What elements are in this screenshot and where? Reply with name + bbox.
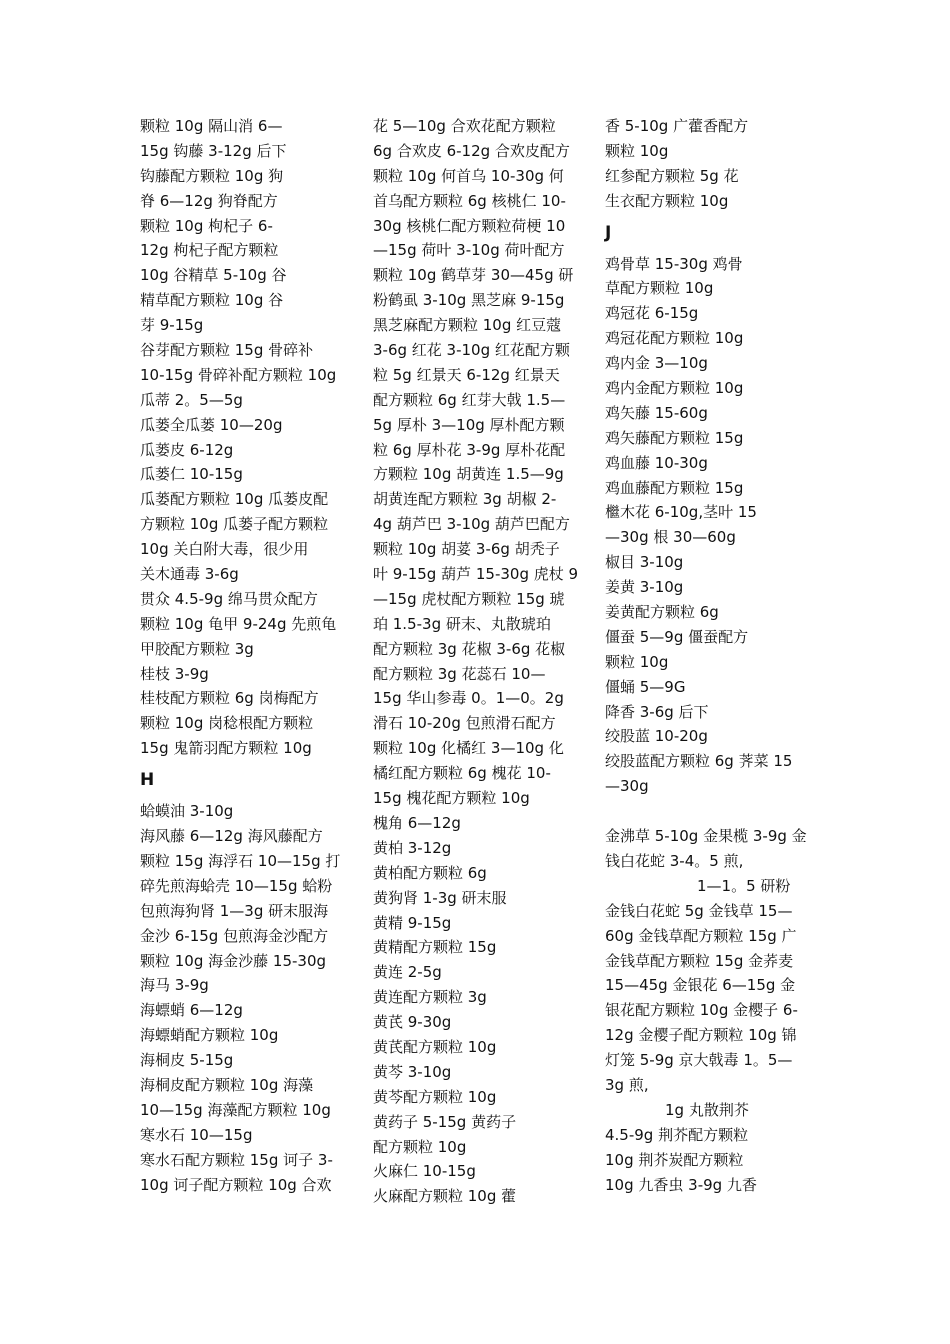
text-line: 鸡矢藤 15-60g: [605, 403, 708, 422]
text-line: 胡黄连配方颗粒 3g 胡椒 2-: [373, 490, 557, 509]
blank-line: [605, 799, 820, 824]
text-line: 金沙 6-15g 包煎海金沙配方: [140, 926, 329, 945]
text-line: 1—1。5 研粉: [697, 876, 791, 895]
text-line: 桂枝配方颗粒 6g 岗梅配方: [140, 689, 319, 708]
text-line: 鸡血藤 10-30g: [605, 453, 708, 472]
text-line: 12g 枸杞子配方颗粒: [140, 241, 279, 260]
text-line: 颗粒 10g 化橘红 3—10g 化: [373, 739, 564, 758]
text-line: 10g 九香虫 3-9g 九香: [605, 1175, 757, 1194]
text-line: 配方颗粒 10g: [373, 1137, 467, 1156]
text-line: 银花配方颗粒 10g 金樱子 6-: [605, 1001, 798, 1020]
text-line: 10g 荆芥炭配方颗粒: [605, 1150, 744, 1169]
text-line: 方颗粒 10g 瓜蒌子配方颗粒: [140, 515, 329, 534]
text-line: 珀 1.5-3g 研末、丸散琥珀: [373, 614, 551, 633]
text-line: 12g 金樱子配方颗粒 10g 锦: [605, 1026, 797, 1045]
text-line: 包煎海狗肾 1—3g 研末服海: [140, 901, 329, 920]
column-2: [373, 114, 583, 1209]
text-line: 黄精 9-15g: [373, 913, 452, 932]
text-line: 僵蚕 5—9g 僵蚕配方: [605, 627, 749, 646]
text-line: 5g 厚朴 3—10g 厚朴配方颗: [373, 415, 565, 434]
text-line: 槐角 6—12g: [373, 813, 461, 832]
text-line: 颗粒 10g 何首乌 10-30g 何: [373, 166, 564, 185]
text-line: 红参配方颗粒 5g 花: [605, 166, 739, 185]
text-line: 钱白花蛇 3-4。5 煎,: [605, 851, 744, 870]
text-line: —30g: [605, 777, 649, 796]
text-line: 颗粒 10g: [605, 652, 669, 671]
text-line: 黄狗肾 1-3g 研末服: [373, 888, 507, 907]
text-line: 10g 关白附大毒，很少用: [140, 540, 309, 559]
text-line: 海桐皮 5-15g: [140, 1051, 234, 1070]
text-line: 桂枝 3-9g: [140, 664, 209, 683]
text-line: 粒 5g 红景天 6-12g 红景天: [373, 365, 560, 384]
text-line: 海马 3-9g: [140, 976, 209, 995]
text-line: 降香 3-6g 后下: [605, 702, 709, 721]
text-line: 3-6g 红花 3-10g 红花配方颗: [373, 341, 570, 360]
text-line: 檵木花 6-10g,茎叶 15: [605, 503, 757, 522]
text-line: 15g 华山参毒 0。1—0。2g: [373, 689, 564, 708]
text-line: 15g 鬼箭羽配方颗粒 10g: [140, 739, 312, 758]
text-line: 姜黄配方颗粒 6g: [605, 603, 719, 622]
text-line: 颗粒 10g 海金沙藤 15-30g: [140, 951, 327, 970]
text-line: 颗粒 10g 岗稔根配方颗粒: [140, 714, 314, 733]
text-line: 10—15g 海藻配方颗粒 10g: [140, 1100, 331, 1119]
text-line: 贯众 4.5-9g 绵马贯众配方: [140, 589, 318, 608]
text-line: 10-15g 骨碎补配方颗粒 10g: [140, 365, 337, 384]
text-line: 配方颗粒 6g 红芽大戟 1.5—: [373, 390, 566, 409]
text-line: 鸡内金 3—10g: [605, 354, 708, 373]
text-line: 6g 合欢皮 6-12g 合欢皮配方: [373, 141, 570, 160]
text-line: 4.5-9g 荆芥配方颗粒: [605, 1125, 749, 1144]
text-line: 颗粒 10g 隔山消 6—: [140, 117, 283, 135]
text-line: 金沸草 5-10g 金果榄 3-9g 金: [605, 827, 807, 846]
text-line: 火麻配方颗粒 10g 藿: [373, 1187, 517, 1206]
text-line: 瓜蒌仁 10-15g: [140, 465, 243, 484]
text-line: 30g 核桃仁配方颗粒荷梗 10: [373, 216, 566, 235]
section-letter-heading: J: [605, 222, 612, 243]
text-line: 滑石 10-20g 包煎滑石配方: [373, 714, 556, 733]
text-line: 3g 煎,: [605, 1075, 649, 1094]
text-line: 姜黄 3-10g: [605, 578, 684, 597]
text-line: 海桐皮配方颗粒 10g 海藻: [140, 1075, 314, 1094]
text-line: 海风藤 6—12g 海风藤配方: [140, 827, 323, 846]
text-line: 脊 6—12g 狗脊配方: [140, 191, 278, 210]
text-line: 绞股蓝 10-20g: [605, 727, 708, 746]
text-line: 粉鹤虱 3-10g 黑芝麻 9-15g: [373, 291, 565, 310]
text-line: 精草配方颗粒 10g 谷: [140, 291, 284, 310]
text-line: 颗粒 10g 胡荽 3-6g 胡秃子: [373, 540, 560, 559]
text-line: 草配方颗粒 10g: [605, 279, 714, 298]
text-line: 鸡矢藤配方颗粒 15g: [605, 428, 744, 447]
text-line: 瓜蒌配方颗粒 10g 瓜蒌皮配: [140, 490, 329, 509]
text-line: 瓜蒌皮 6-12g: [140, 440, 234, 459]
text-line: 黄柏配方颗粒 6g: [373, 863, 487, 882]
text-line: 鸡内金配方颗粒 10g: [605, 379, 744, 398]
text-line: 黄芪配方颗粒 10g: [373, 1037, 497, 1056]
text-line: 鸡冠花 6-15g: [605, 304, 699, 323]
text-line: 谷芽配方颗粒 15g 骨碎补: [140, 341, 314, 360]
text-line: 黄柏 3-12g: [373, 838, 452, 857]
text-line: 寒水石配方颗粒 15g 诃子 3-: [140, 1150, 333, 1169]
text-line: 黄连 2-5g: [373, 963, 442, 982]
text-line: 配方颗粒 3g 花蕊石 10—: [373, 664, 546, 683]
text-line: 方颗粒 10g 胡黄连 1.5—9g: [373, 465, 564, 484]
text-line: 海螵蛸 6—12g: [140, 1001, 243, 1020]
text-line: 黄精配方颗粒 15g: [373, 938, 497, 957]
text-line: 10g 谷精草 5-10g 谷: [140, 266, 287, 285]
text-line: 鸡骨草 15-30g 鸡骨: [605, 254, 743, 273]
text-line: 鸡冠花配方颗粒 10g: [605, 329, 744, 348]
text-line: 椒目 3-10g: [605, 553, 684, 572]
text-line: 碎先煎海蛤壳 10—15g 蛤粉: [140, 876, 333, 895]
text-line: —15g 荷叶 3-10g 荷叶配方: [373, 241, 565, 260]
text-line: 蛤蟆油 3-10g: [140, 802, 234, 821]
column-3: [605, 114, 820, 1197]
text-line: 钩藤配方颗粒 10g 狗: [140, 166, 284, 185]
text-line: 首乌配方颗粒 6g 核桃仁 10-: [373, 191, 566, 210]
text-line: 黄芩配方颗粒 10g: [373, 1087, 497, 1106]
text-line: 叶 9-15g 葫芦 15-30g 虎杖 9: [373, 565, 579, 584]
column-1: [140, 114, 350, 1197]
text-line: 瓜蒌全瓜蒌 10—20g: [140, 415, 283, 434]
text-line: 寒水石 10—15g: [140, 1125, 253, 1144]
text-line: 橘红配方颗粒 6g 槐花 10-: [373, 764, 551, 783]
text-line: 甲胶配方颗粒 3g: [140, 639, 254, 658]
text-line: 粒 6g 厚朴花 3-9g 厚朴花配: [373, 440, 566, 459]
text-line: 10g 诃子配方颗粒 10g 合欢: [140, 1175, 332, 1194]
text-line: 颗粒 10g 鹤草芽 30—45g 研: [373, 266, 574, 285]
text-line: 颗粒 10g: [605, 141, 669, 160]
text-line: 颗粒 15g 海浮石 10—15g 打: [140, 851, 341, 870]
text-line: 花 5—10g 合欢花配方颗粒: [373, 117, 556, 135]
text-line: 15—45g 金银花 6—15g 金: [605, 976, 796, 995]
text-line: 瓜蒂 2。5—5g: [140, 390, 243, 409]
text-line: 灯笼 5-9g 京大戟毒 1。5—: [605, 1051, 793, 1070]
text-line: 配方颗粒 3g 花椒 3-6g 花椒: [373, 639, 566, 658]
text-line: 黑芝麻配方颗粒 10g 红豆蔻: [373, 316, 562, 335]
text-line: 黄药子 5-15g 黄药子: [373, 1112, 517, 1131]
text-line: 黄连配方颗粒 3g: [373, 988, 487, 1007]
text-line: 颗粒 10g 枸杞子 6-: [140, 216, 273, 235]
text-line: 金钱白花蛇 5g 金钱草 15—: [605, 901, 793, 920]
text-line: —30g 根 30—60g: [605, 528, 736, 547]
text-line: 香 5-10g 广藿香配方: [605, 117, 749, 135]
text-line: 火麻仁 10-15g: [373, 1162, 476, 1181]
text-line: 颗粒 10g 龟甲 9-24g 先煎龟: [140, 614, 337, 633]
text-line: 关木通毒 3-6g: [140, 565, 239, 584]
text-line: 4g 葫芦巴 3-10g 葫芦巴配方: [373, 515, 570, 534]
text-line: 黄芩 3-10g: [373, 1062, 452, 1081]
text-line: 15g 槐花配方颗粒 10g: [373, 789, 530, 808]
text-line: 1g 丸散荆芥: [665, 1100, 749, 1119]
text-line: 15g 钩藤 3-12g 后下: [140, 141, 287, 160]
text-line: 海螵蛸配方颗粒 10g: [140, 1026, 279, 1045]
text-line: 绞股蓝配方颗粒 6g 荠菜 15: [605, 752, 793, 771]
text-line: 60g 金钱草配方颗粒 15g 广: [605, 926, 797, 945]
text-line: 鸡血藤配方颗粒 15g: [605, 478, 744, 497]
text-line: 生衣配方颗粒 10g: [605, 191, 729, 210]
text-line: 僵蛹 5—9G: [605, 677, 686, 696]
section-letter-heading: H: [140, 770, 155, 791]
text-line: 金钱草配方颗粒 15g 金荞麦: [605, 951, 794, 970]
text-line: 黄芪 9-30g: [373, 1013, 452, 1032]
text-line: —15g 虎杖配方颗粒 15g 琥: [373, 589, 565, 608]
text-line: 芽 9-15g: [140, 316, 204, 335]
